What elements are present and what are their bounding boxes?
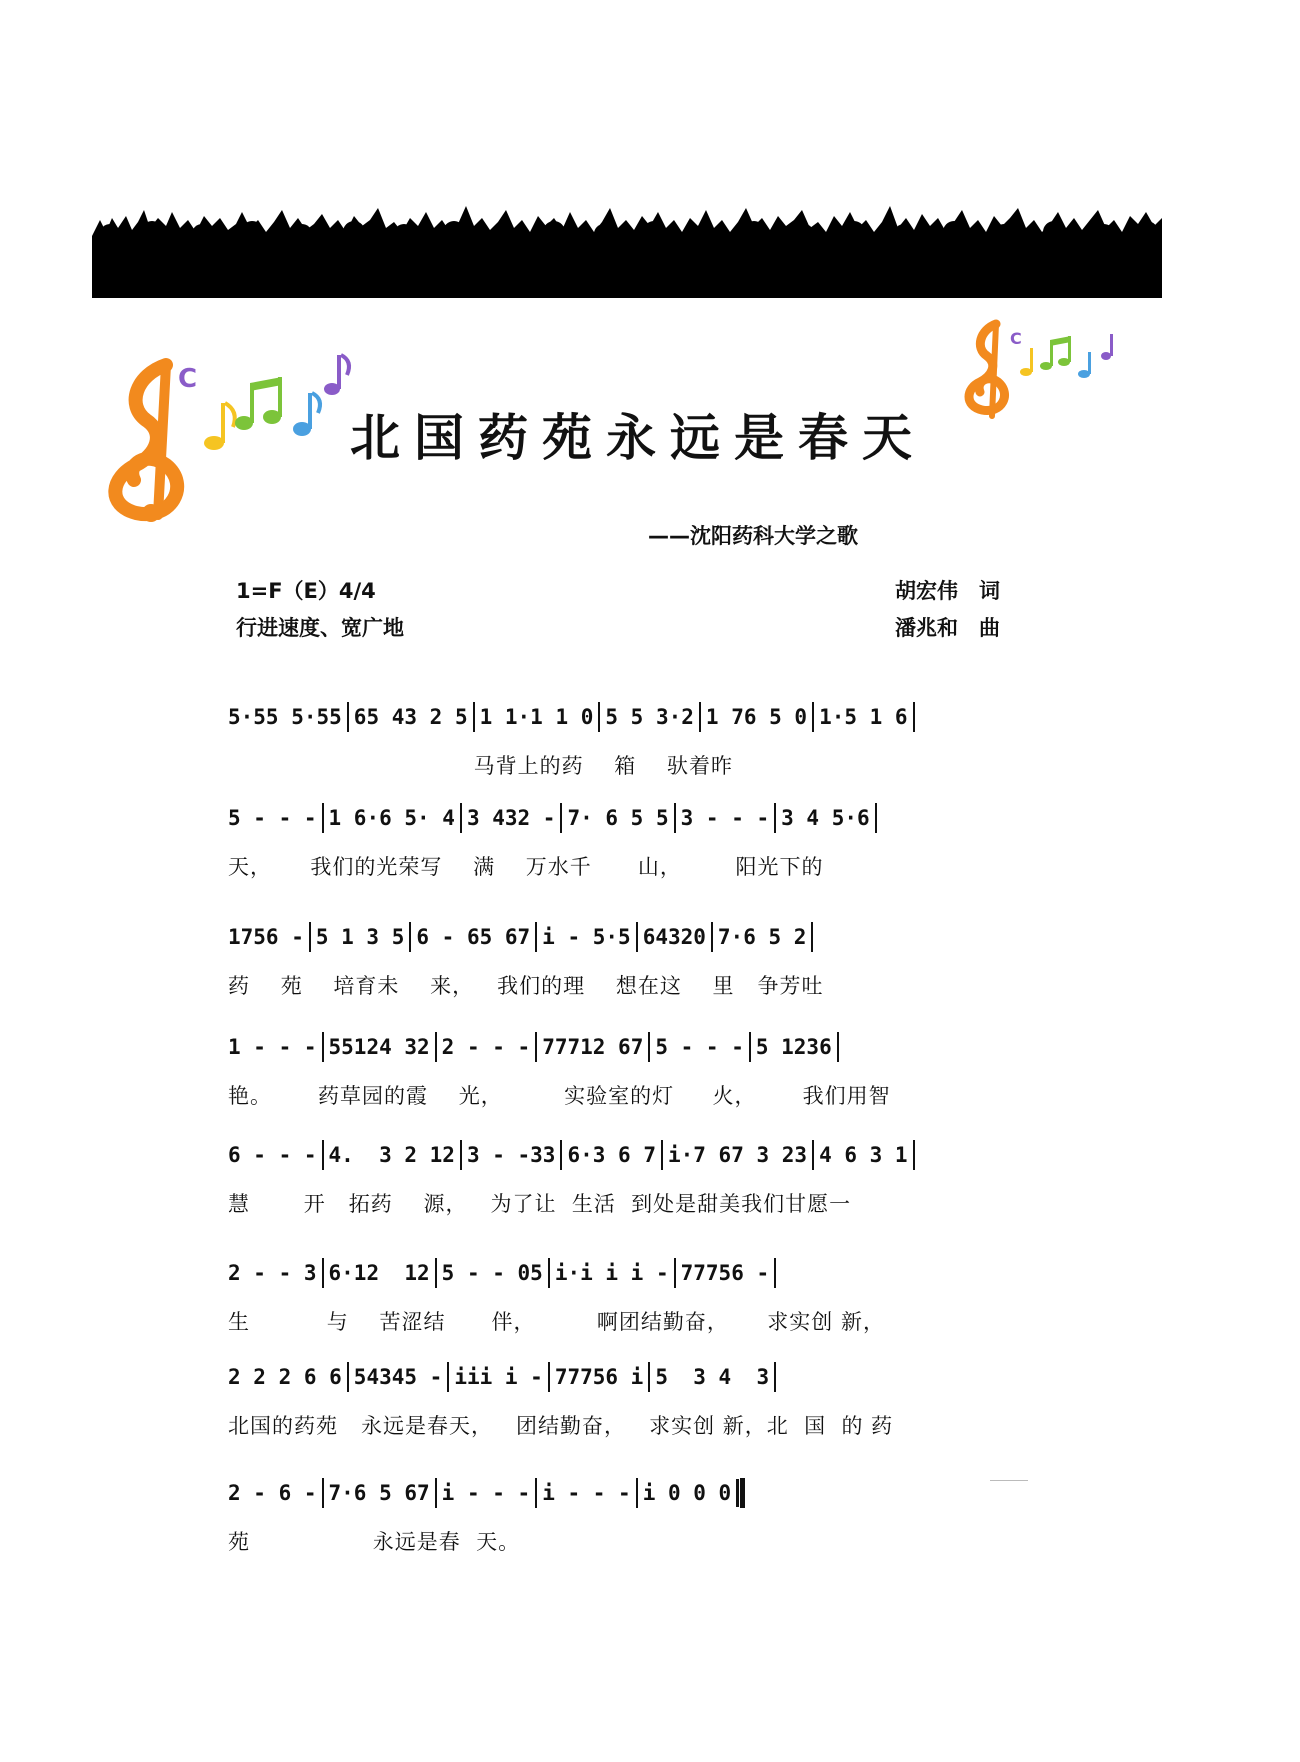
measure: 2 2 2 6 6 <box>228 1365 342 1389</box>
final-barline <box>740 1478 745 1508</box>
barline <box>749 1032 751 1062</box>
barline <box>636 922 638 952</box>
measure: 2 - - - <box>441 1035 531 1059</box>
measure: i·i i i - <box>554 1261 669 1285</box>
barline <box>913 702 915 732</box>
music-notes-decoration-right <box>960 316 1130 430</box>
measure: 1 6·6 5· 4 <box>328 806 455 830</box>
lyrics-line: 苑 永远是春 天。 <box>228 1530 521 1554</box>
measure: 4. 3 2 12 <box>328 1143 455 1167</box>
measure: 6 - - - <box>228 1143 317 1167</box>
barline <box>648 1362 650 1392</box>
music-notes-decoration-left <box>96 345 376 529</box>
measure: 6·12 12 <box>328 1261 430 1285</box>
notes-line <box>228 702 1018 738</box>
measure: 5 - - - <box>655 1035 744 1059</box>
measure: 5 5 3·2 <box>605 705 694 729</box>
measure: 6 - 65 67 <box>416 925 531 949</box>
measure: i - 5·5 <box>542 925 631 949</box>
barline <box>460 1140 462 1170</box>
barline <box>774 803 776 833</box>
barline <box>774 1362 776 1392</box>
barline <box>560 803 562 833</box>
barline <box>435 1032 437 1062</box>
barline <box>648 1032 650 1062</box>
barline <box>435 1478 437 1508</box>
barline <box>535 1032 537 1062</box>
lyrics-line: 生 与 苦涩结 伴， 啊团结勤奋， 求实创 新， <box>228 1310 885 1334</box>
measure: 1 76 5 0 <box>705 705 808 729</box>
lyrics-line: 马背上的药 箱 驮着昨 <box>228 754 734 778</box>
purple-note-small-icon <box>1101 334 1113 360</box>
measure: 1756 - <box>228 925 304 949</box>
measure: 5 1236 <box>755 1035 832 1059</box>
measure: 77756 - <box>680 1261 770 1285</box>
notes-line <box>228 803 1018 839</box>
measure: i 0 0 0 <box>642 1481 732 1505</box>
yellow-note-small-icon <box>1020 348 1033 376</box>
purple-note-icon <box>324 355 349 395</box>
barline <box>674 1258 676 1288</box>
green-notes-small-icon <box>1040 336 1071 370</box>
measure: 5·55 5·55 <box>228 705 342 729</box>
barline <box>674 803 676 833</box>
lyrics-line: 北国的药苑 永远是春天， 团结勤奋， 求实创 新，北 国 的 药 <box>228 1414 894 1438</box>
treble-clef-icon <box>115 365 177 522</box>
barline <box>473 702 475 732</box>
measure: 3 - - - <box>680 806 770 830</box>
c-letter-small-icon: C <box>1010 329 1022 348</box>
notes-line <box>228 922 1018 958</box>
barline <box>812 1140 814 1170</box>
tempo-marking: 行进速度、宽广地 <box>236 616 404 640</box>
barline <box>548 1258 550 1288</box>
margin-mark <box>990 1480 1028 1481</box>
notes-line <box>228 1032 1018 1068</box>
measure: 2 - - 3 <box>228 1261 317 1285</box>
measure: i - - - <box>441 1481 531 1505</box>
treble-clef-small-icon <box>969 324 1005 416</box>
barline <box>322 1140 324 1170</box>
barline <box>460 803 462 833</box>
measure: 77756 i <box>554 1365 644 1389</box>
measure: 1 - - - <box>228 1035 317 1059</box>
barline <box>322 1258 324 1288</box>
notes-line <box>228 1362 1018 1398</box>
measure: 65 43 2 5 <box>353 705 468 729</box>
measure: 6·3 6 7 <box>567 1143 656 1167</box>
green-beamed-notes-icon <box>235 377 282 430</box>
measure: 1·5 1 6 <box>819 705 908 729</box>
barline <box>322 803 324 833</box>
blue-note-icon <box>293 393 320 436</box>
measure: 7·6 5 2 <box>717 925 807 949</box>
barline <box>636 1478 638 1508</box>
measure: 4 6 3 1 <box>819 1143 908 1167</box>
barline <box>711 922 713 952</box>
measure: 5 1 3 5 <box>315 925 405 949</box>
key-signature: 1=F（E）4/4 <box>236 579 376 603</box>
measure: 3 4 5·6 <box>781 806 870 830</box>
barline <box>535 1478 537 1508</box>
measure: 55124 32 <box>328 1035 430 1059</box>
measure: 2 - 6 - <box>228 1481 317 1505</box>
barline <box>435 1258 437 1288</box>
blue-note-small-icon <box>1078 352 1091 378</box>
barline <box>598 702 600 732</box>
measure: i·7 67 3 23 <box>667 1143 808 1167</box>
barline <box>347 1362 349 1392</box>
barline <box>837 1032 839 1062</box>
measure: 3 - -33 <box>466 1143 556 1167</box>
measure: 5 - - 05 <box>441 1261 543 1285</box>
notes-line <box>228 1140 1018 1176</box>
barline <box>322 1032 324 1062</box>
measure: 54345 - <box>353 1365 443 1389</box>
measure: 5 - - - <box>228 806 317 830</box>
composer-credit: 潘兆和 曲 <box>895 616 1000 640</box>
barline <box>875 803 877 833</box>
yellow-eighth-note-icon <box>204 403 235 450</box>
song-subtitle: ——沈阳药科大学之歌 <box>648 524 858 548</box>
barline <box>409 922 411 952</box>
measure: 7·6 5 67 <box>328 1481 430 1505</box>
notes-line <box>228 1258 1018 1294</box>
barline <box>811 922 813 952</box>
measure: iii i - <box>454 1365 543 1389</box>
barline <box>347 702 349 732</box>
barline <box>447 1362 449 1392</box>
barline <box>548 1362 550 1392</box>
song-title: 北国药苑永远是春天 <box>350 408 926 467</box>
notes-line <box>228 1478 1018 1514</box>
c-letter-icon: C <box>178 364 198 394</box>
measure: 77712 67 <box>542 1035 644 1059</box>
lyrics-line: 天， 我们的光荣写 满 万水千 山， 阳光下的 <box>228 855 824 879</box>
barline <box>913 1140 915 1170</box>
barline <box>322 1478 324 1508</box>
barline <box>535 922 537 952</box>
measure: 5 3 4 3 <box>655 1365 770 1389</box>
measure: i - - - <box>542 1481 631 1505</box>
barline <box>774 1258 776 1288</box>
measure: 1 1·1 1 0 <box>479 705 594 729</box>
barline <box>812 702 814 732</box>
barline <box>560 1140 562 1170</box>
measure: 7· 6 5 5 <box>567 806 669 830</box>
lyrics-line: 药 苑 培育未 来， 我们的理 想在这 里 争芳吐 <box>228 974 824 998</box>
measure: 64320 <box>642 925 706 949</box>
crowd-silhouette-banner <box>92 198 1162 298</box>
lyrics-line: 艳。 药草园的霞 光， 实验室的灯 火， 我们用智 <box>228 1084 891 1108</box>
barline <box>699 702 701 732</box>
measure: 3 432 - <box>466 806 556 830</box>
lyricist-credit: 胡宏伟 词 <box>895 579 1000 603</box>
barline <box>661 1140 663 1170</box>
lyrics-line: 慧 开 拓药 源， 为了让 生活 到处是甜美我们甘愿一 <box>228 1192 852 1216</box>
barline <box>309 922 311 952</box>
